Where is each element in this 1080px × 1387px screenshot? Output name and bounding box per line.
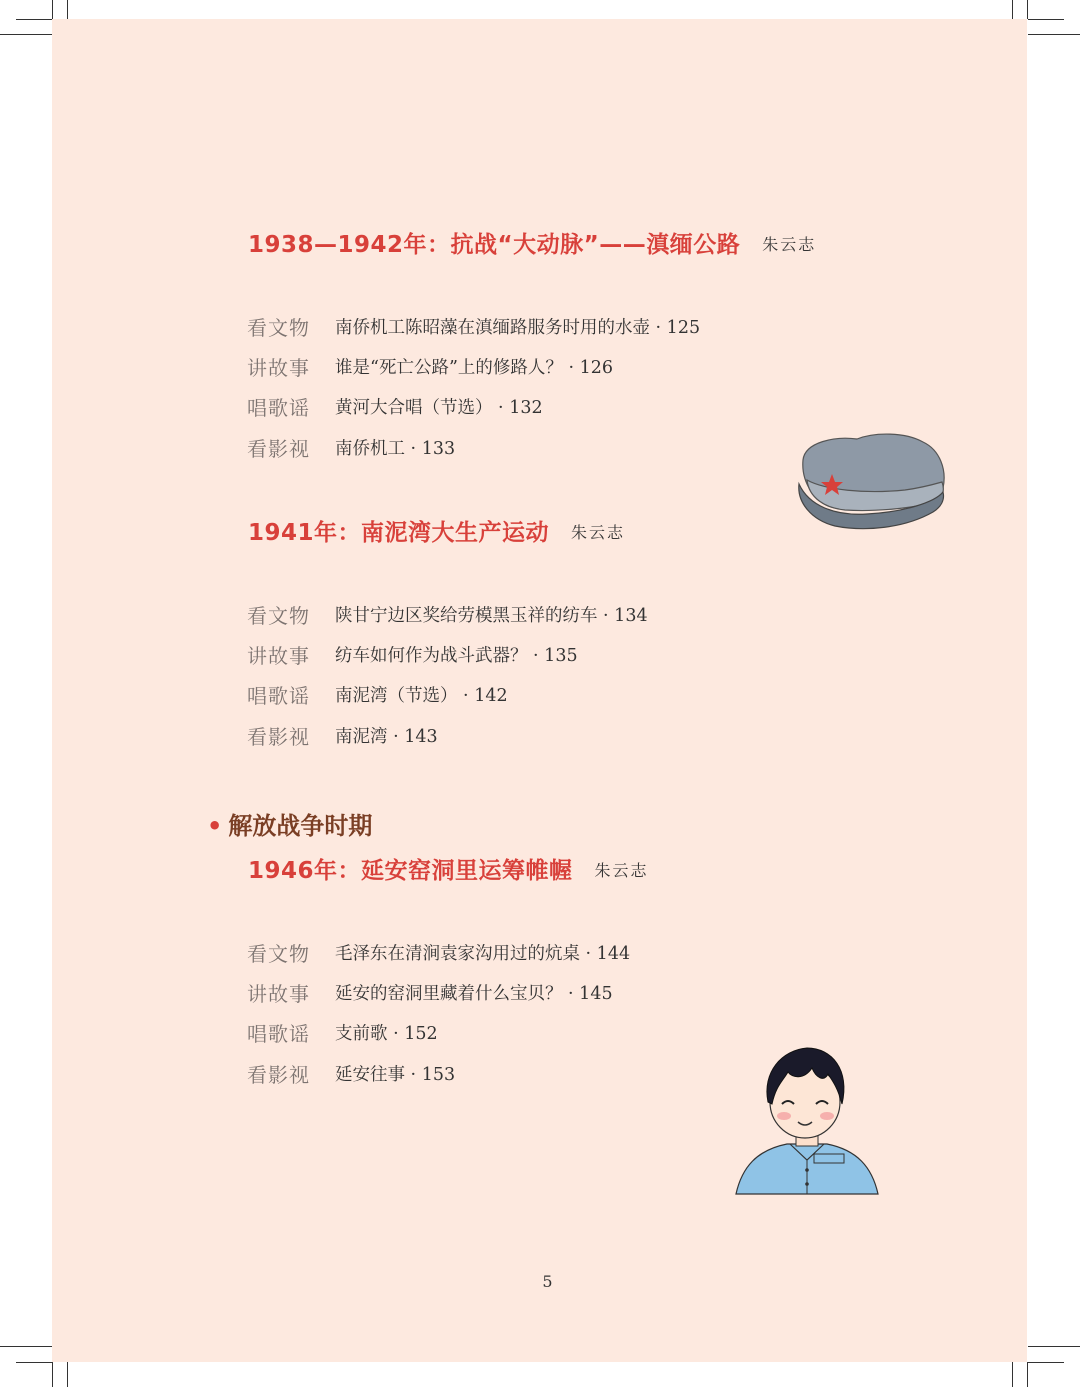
entry-text: 毛泽东在清涧袁家沟用过的炕桌 · 144 <box>335 943 631 964</box>
list-item <box>247 972 630 1012</box>
smiling-boy-icon <box>732 1042 882 1197</box>
list-item <box>247 634 648 674</box>
entry-list <box>247 306 700 467</box>
section-title-text: 1946年：延安窑洞里运筹帷幄 <box>248 858 573 884</box>
section-title-text: 1941年：南泥湾大生产运动 <box>248 520 550 546</box>
list-item <box>247 306 700 346</box>
era-heading <box>207 806 372 841</box>
list-item <box>247 1053 630 1093</box>
entry-text: 南侨机工陈昭藻在滇缅路服务时用的水壶 · 125 <box>335 317 701 338</box>
list-item <box>247 1013 630 1053</box>
list-item <box>247 594 648 634</box>
army-cap-icon <box>795 430 950 530</box>
list-item <box>247 715 648 755</box>
entry-label: 讲故事 <box>247 355 310 380</box>
entry-text: 陕甘宁边区奖给劳模黑玉祥的纺车 · 134 <box>335 605 648 626</box>
page-number: 5 <box>542 1272 553 1291</box>
section-title <box>248 226 816 259</box>
entry-text: 纺车如何作为战斗武器？ · 135 <box>335 645 578 666</box>
entry-label: 看文物 <box>247 941 310 966</box>
entry-label: 唱歌谣 <box>247 1022 310 1047</box>
entry-label: 唱歌谣 <box>247 684 310 709</box>
section-title-text: 1938—1942年：抗战“大动脉”——滇缅公路 <box>248 232 741 258</box>
entry-text: 南泥湾 · 143 <box>335 726 438 747</box>
era-bullet: • <box>207 812 223 840</box>
section-author: 朱云志 <box>762 235 817 254</box>
entry-label: 看文物 <box>247 315 310 340</box>
entry-text: 黄河大合唱（节选） · 132 <box>335 398 543 419</box>
list-item <box>247 427 700 467</box>
list-item <box>247 932 630 972</box>
list-item <box>247 346 700 386</box>
entry-text: 谁是“死亡公路”上的修路人？ · 126 <box>335 357 613 378</box>
entry-text: 延安的窑洞里藏着什么宝贝？ · 145 <box>335 983 613 1004</box>
list-item <box>247 387 700 427</box>
entry-text: 延安往事 · 153 <box>335 1064 456 1085</box>
list-item <box>247 675 648 715</box>
entry-text: 南泥湾（节选） · 142 <box>335 686 508 707</box>
entry-text: 南侨机工 · 133 <box>335 438 456 459</box>
section-title <box>248 852 649 885</box>
entry-label: 看影视 <box>247 1062 310 1087</box>
entry-label: 讲故事 <box>247 643 310 668</box>
entry-label: 看影视 <box>247 724 310 749</box>
section-author: 朱云志 <box>594 861 649 880</box>
entry-text: 支前歌 · 152 <box>335 1024 438 1045</box>
entry-label: 看文物 <box>247 603 310 628</box>
entry-list <box>247 594 648 755</box>
entry-list <box>247 932 630 1093</box>
entry-label: 讲故事 <box>247 981 310 1006</box>
section-title <box>248 514 625 547</box>
section-author: 朱云志 <box>571 523 626 542</box>
entry-label: 看影视 <box>247 436 310 461</box>
era-heading-text: 解放战争时期 <box>228 812 373 840</box>
entry-label: 唱歌谣 <box>247 396 310 421</box>
